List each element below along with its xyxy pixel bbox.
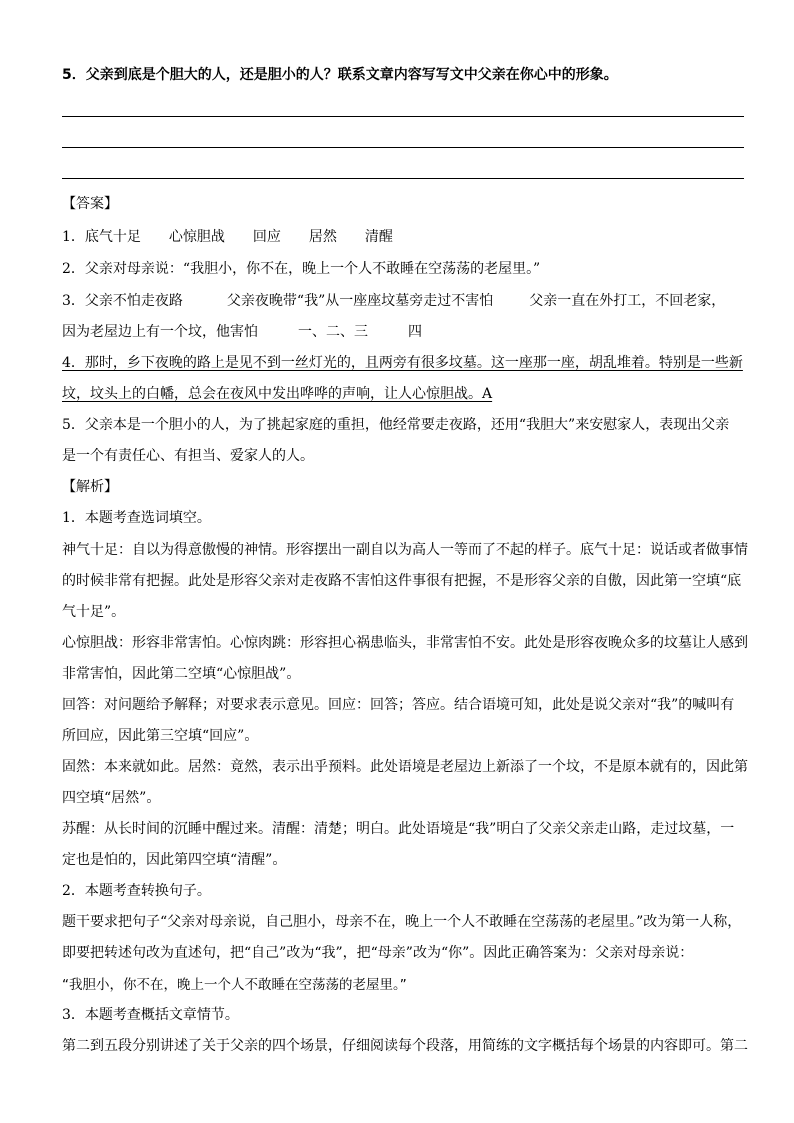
answer-3-part: 父亲一直在外打工，不回老家， [529,293,726,309]
answer-2: 2．父亲对母亲说：“我胆小，你不在，晚上一个人不敢睡在空荡荡的老屋里。” [62,261,541,277]
analysis-line: 2．本题考查转换句子。 [62,883,211,899]
answer-3-four: 四 [408,324,422,340]
analysis-line: 即要把转述句改为直述句，把“自己”改为“我”，把“母亲”改为“你”。因此正确答案为：父亲对母亲说： [62,945,694,961]
analysis-line: 神气十足：自以为得意傲慢的神情。形容摆出一副自以为高人一等而了不起的样子。底气十足：说话或者做事情 [62,542,748,558]
answer-4-line-1 [62,352,743,372]
analysis-line: 第二到五段分别讲述了关于父亲的四个场景，仔细阅读每个段落，用简练的文字概括每个场景的内容即可。第二 [62,1038,748,1054]
answer-1-prefix: 1． [62,229,85,245]
answer-header: 【答案】 [62,196,118,212]
answer-3-line-1 [62,290,725,310]
answer-3-part: 父亲夜晚带“我”从一座座坟墓旁走过不害怕 [226,293,494,309]
analysis-header: 【解析】 [62,479,118,495]
answer-3-cause: 因为老屋边上有一个坟，他害怕 [62,324,258,340]
analysis-line: 非常害怕，因此第二空填“心惊胆战”。 [62,666,301,682]
answer-1-word: 底气十足 [84,229,141,245]
answer-1-word: 回应 [252,229,281,245]
analysis-line: 1．本题考查选词填空。 [62,510,211,526]
analysis-line: 四空填“居然”。 [62,790,161,806]
answer-3-order: 一、二、三 [298,324,368,340]
answer-4-underlined-text: 4．那时，乡下夜晚的路上是见不到一丝灯光的，且两旁有很多坟墓。这一座那一座，胡乱堆着。特别是一些新 [62,355,743,371]
answer-1 [62,226,393,246]
analysis-line: 题干要求把句子“父亲对母亲说，自己胆小，母亲不在，晚上一个人不敢睡在空荡荡的老屋里。”改为第一人称， [62,914,742,930]
analysis-line: 固然：本来就如此。居然：竟然，表示出乎预料。此处语境是老屋边上新添了一个坟，不是原本就有的，因此第 [62,759,748,775]
answer-3-prefix: 3． [62,293,85,309]
analysis-line: 所回应，因此第三空填“回应”。 [62,728,259,744]
answer-1-word: 居然 [308,229,337,245]
analysis-line: 的时候非常有把握。此处是形容父亲对走夜路不害怕这件事很有把握，不是形容父亲的自傲，因此第一空填“底 [62,573,742,589]
analysis-line: “我胆小，你不在，晚上一个人不敢睡在空荡荡的老屋里。” [62,977,407,993]
answer-4-underlined-text: 坟，坟头上的白幡，总会在夜风中发出哗哗的声响，让人心惊胆战。A [62,386,493,402]
answer-line-1 [62,116,744,117]
answer-5-line-1: 5．父亲本是一个胆小的人，为了挑起家庭的重担，他经常要走夜路，还用“我胆大”来安慰家人，表现出父亲 [62,417,730,433]
analysis-line: 定也是怕的，因此第四空填“清醒”。 [62,852,287,868]
answer-1-word: 心惊胆战 [168,229,225,245]
answer-line-2 [62,147,744,148]
analysis-line: 回答：对问题给予解释；对要求表示意见。回应：回答；答应。结合语境可知，此处是说父亲对“我”的喊叫有 [62,697,735,713]
analysis-line: 心惊胆战：形容非常害怕。心惊肉跳：形容担心祸患临头，非常害怕不安。此处是形容夜晚众多的坟墓让人感到 [62,635,748,651]
analysis-line: 气十足”。 [62,604,126,620]
answer-3-line-2 [62,321,422,341]
answer-4-line-2 [62,383,492,403]
analysis-line: 苏醒：从长时间的沉睡中醒过来。清醒：清楚；明白。此处语境是“我”明白了父亲父亲走山路，走过坟墓，一 [62,821,735,837]
answer-line-3 [62,178,744,179]
answer-5-line-2: 是一个有责任心、有担当、爱家人的人。 [62,448,314,464]
analysis-line: 3．本题考查概括文章情节。 [62,1007,239,1023]
answer-3-part: 父亲不怕走夜路 [84,293,183,309]
answer-1-word: 清醒 [364,229,393,245]
question-5: 5．父亲到底是个胆大的人，还是胆小的人？联系文章内容写写文中父亲在你心中的形象。 [62,67,618,83]
